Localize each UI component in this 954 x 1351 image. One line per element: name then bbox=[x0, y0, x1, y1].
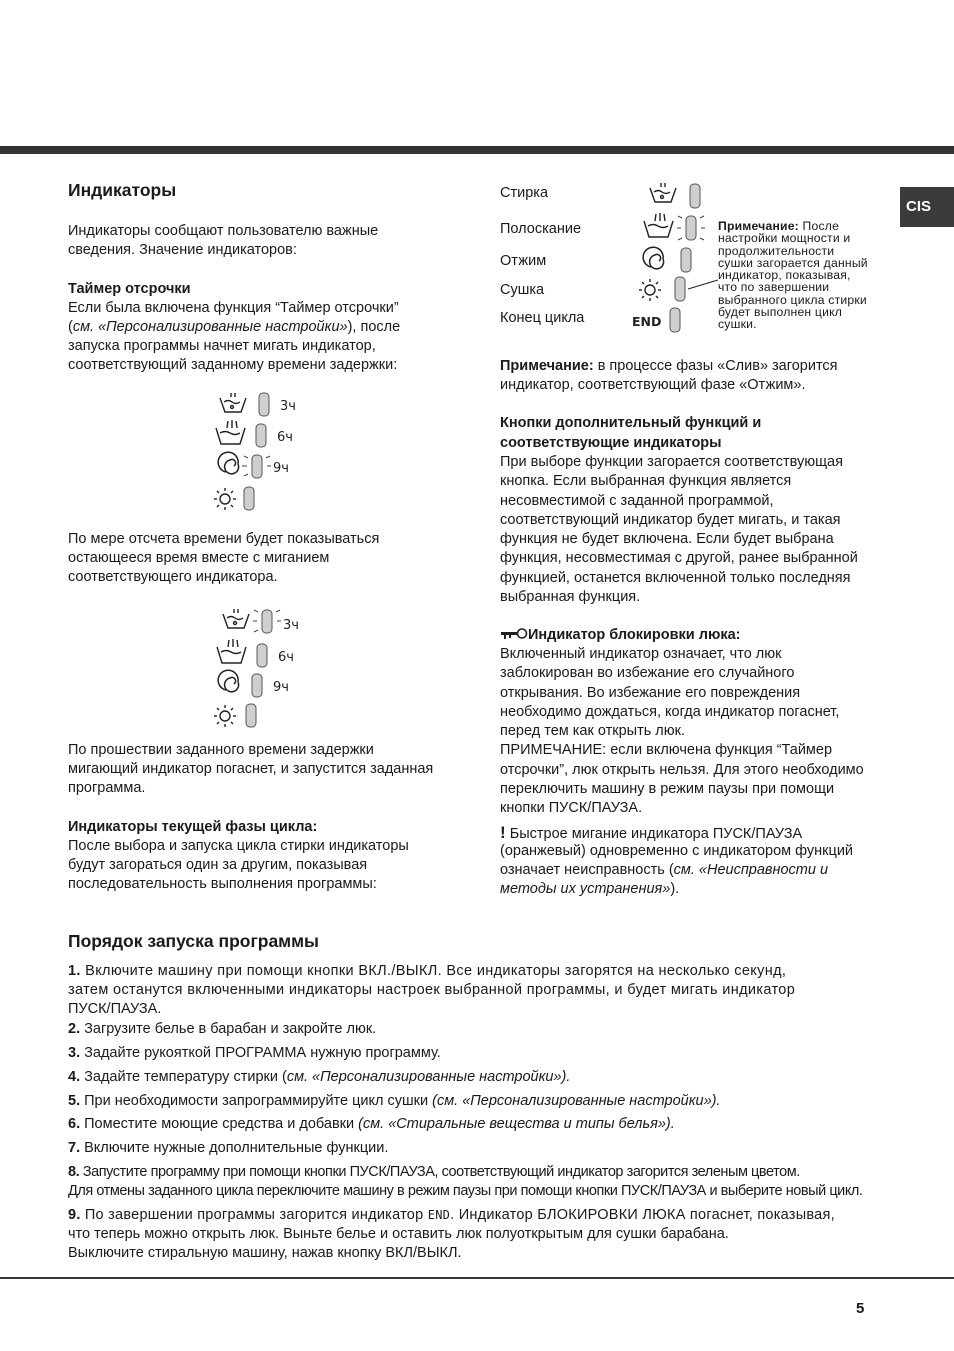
rinse-icon bbox=[216, 420, 245, 444]
step-4: 4. Задайте температуру стирки (см. «Персонализированные настройки»). bbox=[68, 1069, 571, 1085]
key-icon bbox=[500, 627, 528, 641]
warning-line4: методы их устранения»). bbox=[500, 881, 680, 897]
rinse-icon bbox=[644, 213, 673, 237]
step-1-line1: 1. Включите машину при помощи кнопки ВКЛ./ВЫКЛ. Все индикаторы загорятся на несколько секунд, bbox=[68, 963, 787, 979]
phase-led-wash bbox=[690, 184, 700, 208]
spin-icon bbox=[643, 247, 663, 269]
bottom-rule bbox=[0, 1277, 954, 1279]
step-7: 7. Включите нужные дополнительные функции. bbox=[68, 1140, 389, 1156]
timer-led-3h bbox=[262, 610, 272, 633]
spin-icon bbox=[218, 452, 238, 474]
lock-p-line: отсрочки”, люк открыть нельзя. Для этого необходимо bbox=[500, 761, 864, 778]
step-8: 8. Запустите программу при помощи кнопки ПУСК/ПАУЗА, соответствующий индикатор загорится зеленым цветом. bbox=[68, 1164, 800, 1180]
end-icon: END bbox=[427, 1208, 451, 1222]
timer-led-6h bbox=[256, 424, 266, 447]
timer-p2-line3: соответствующего индикатора. bbox=[68, 569, 278, 585]
lock-p-line: заблокирован во избежание его случайного bbox=[500, 665, 795, 682]
language-badge: CIS bbox=[900, 187, 954, 227]
phase-label-spin: Отжим bbox=[500, 253, 547, 269]
indicators-intro-2: сведения. Значение индикаторов: bbox=[68, 242, 297, 258]
wash-icon bbox=[650, 183, 676, 202]
end-icon: END bbox=[632, 314, 662, 329]
timer-led-dry bbox=[246, 704, 256, 727]
dry-note-line7: будет выполнен цикл bbox=[718, 305, 843, 320]
step-9-line1: 9. По завершении программы загорится индикатор END. Индикатор БЛОКИРОВКИ ЛЮКА погаснет, показывая, bbox=[68, 1207, 835, 1223]
step-1-line2: затем останутся включенными индикаторы настроек выбранной программы, и будет мигать индикатор bbox=[68, 982, 796, 998]
warning-icon: ! bbox=[500, 823, 506, 842]
warning-line2: (оранжевый) одновременно с индикатором функций bbox=[500, 843, 854, 859]
timer-led-3h bbox=[259, 393, 269, 416]
dry-note-line5: что по завершении bbox=[718, 280, 830, 295]
step-2: 2. Загрузите белье в барабан и закройте люк. bbox=[68, 1021, 377, 1037]
phase-p-line3: последовательность выполнения программы: bbox=[68, 876, 377, 892]
lock-p-line: необходимо дождаться, когда индикатор погаснет, bbox=[500, 703, 840, 720]
wash-icon bbox=[223, 609, 249, 628]
phase-p-line2: будут загораться один за другим, показывая bbox=[68, 857, 368, 873]
dry-note-line2: продолжительности bbox=[718, 243, 835, 258]
timer-diagram-2 bbox=[210, 606, 320, 736]
indicators-title: Индикаторы bbox=[68, 180, 177, 200]
lock-p-line: перед тем как открыть люк. bbox=[500, 723, 686, 740]
func-p-line: соответствующий индикатор будет мигать, и такая bbox=[500, 511, 841, 528]
drain-note-line2: индикатор, соответствующий фазе «Отжим». bbox=[500, 377, 806, 393]
dry-note-line4: индикатор, показывая, bbox=[718, 268, 851, 283]
timer-p1-line1: Если была включена функция “Таймер отсрочки” bbox=[68, 300, 399, 316]
timer-diagram-1 bbox=[210, 388, 320, 518]
step-9-line2: что теперь можно открыть люк. Выньте белье и оставить люк полуоткрытым для сушки барабана. bbox=[68, 1226, 729, 1242]
func-p-line: функция не будет включена. Если будет выбрана bbox=[500, 531, 834, 548]
order-title: Порядок запуска программы bbox=[68, 931, 320, 951]
lock-p-line: ПРИМЕЧАНИЕ: если включена функция “Таймер bbox=[500, 742, 833, 759]
dry-note-line6: выбранного цикла стирки bbox=[718, 292, 867, 307]
timer-title: Таймер отсрочки bbox=[68, 281, 191, 297]
timer-led-9h bbox=[252, 674, 262, 697]
spin-icon bbox=[218, 670, 238, 692]
phase-title: Индикаторы текущей фазы цикла: bbox=[68, 819, 318, 835]
warning-line1: ! Быстрое мигание индикатора ПУСК/ПАУЗА bbox=[500, 823, 803, 842]
phase-label-end: Конец цикла bbox=[500, 310, 585, 326]
hour-label-3h: 3ч bbox=[280, 399, 296, 414]
step-9-line3: Выключите стиральную машину, нажав кнопку ВКЛ/ВЫКЛ. bbox=[68, 1245, 462, 1261]
phase-diagram bbox=[628, 180, 720, 336]
warning-line3: означает неисправность (см. «Неисправности и bbox=[500, 862, 829, 878]
lock-paragraph bbox=[500, 645, 900, 819]
func-title-line1: Кнопки дополнительный функций и bbox=[500, 415, 762, 431]
lock-p-line: кнопки ПУСК/ПАУЗА. bbox=[500, 800, 643, 817]
timer-led-9h bbox=[252, 455, 262, 478]
timer-p3-line1: По прошествии заданного времени задержки bbox=[68, 742, 374, 758]
lock-title-row: Индикатор блокировки люка: bbox=[500, 626, 741, 645]
timer-p2-line2: остающееся время вместе с миганием bbox=[68, 550, 330, 566]
phase-p-line1: После выбора и запуска цикла стирки индикаторы bbox=[68, 838, 409, 854]
step-5: 5. При необходимости запрограммируйте цикл сушки (см. «Персонализированные настройки»). bbox=[68, 1093, 721, 1109]
phase-led-rinse bbox=[686, 216, 696, 240]
func-p-line: несовместимой с заданной программой, bbox=[500, 492, 774, 509]
dry-note-line8: сушки. bbox=[718, 317, 757, 332]
timer-p3-line2: мигающий индикатор погаснет, и запустится заданная bbox=[68, 761, 434, 777]
func-title-line2: соответствующие индикаторы bbox=[500, 435, 722, 451]
hour-label-6h: 6ч bbox=[277, 430, 293, 445]
timer-led-dry bbox=[244, 487, 254, 510]
phase-led-dry bbox=[675, 277, 685, 301]
phase-led-spin bbox=[681, 248, 691, 272]
func-p-line: При выборе функции загорается соответствующая bbox=[500, 454, 843, 470]
step-8-cancel: Для отмены заданного цикла переключите машину в режим паузы при помощи кнопки ПУСК/ПАУЗА и выберите новый цикл. bbox=[68, 1183, 863, 1199]
lock-p-line: переключить машину в режим паузы при помощи bbox=[500, 781, 835, 798]
dry-note-line1: настройки мощности и bbox=[718, 231, 851, 246]
lock-p-line: Включенный индикатор означает, что люк bbox=[500, 646, 782, 662]
timer-p2-line1: По мере отсчета времени будет показываться bbox=[68, 531, 380, 547]
rinse-icon bbox=[217, 639, 246, 663]
dry-icon bbox=[214, 488, 236, 510]
timer-led-6h bbox=[257, 644, 267, 667]
hour-label-6h: 6ч bbox=[278, 650, 294, 665]
hour-label-9h: 9ч bbox=[273, 680, 289, 695]
phase-led-end bbox=[670, 308, 680, 332]
phase-label-wash: Стирка bbox=[500, 185, 549, 201]
note-pointer-line bbox=[688, 280, 718, 289]
timer-p1-line2: (см. «Персонализированные настройки»), после bbox=[68, 319, 401, 335]
step-3: 3. Задайте рукояткой ПРОГРАММА нужную программу. bbox=[68, 1045, 441, 1061]
hour-label-9h: 9ч bbox=[273, 461, 289, 476]
wash-icon bbox=[220, 393, 246, 412]
timer-p1-line4: соответствующий заданному времени задержки: bbox=[68, 357, 398, 373]
indicators-intro-1: Индикаторы сообщают пользователю важные bbox=[68, 223, 379, 239]
phase-label-rinse: Полоскание bbox=[500, 221, 582, 237]
dry-note bbox=[718, 220, 888, 331]
top-rule bbox=[0, 146, 954, 154]
func-p-line: выбранная функция. bbox=[500, 589, 641, 606]
timer-p3-line3: программа. bbox=[68, 780, 146, 796]
drain-note-line1: Примечание: в процессе фазы «Слив» загорится bbox=[500, 358, 838, 374]
func-p-line: кнопка. Если выбранная функция является bbox=[500, 473, 792, 490]
dry-note-line0: Примечание: После bbox=[718, 219, 840, 233]
func-p-line: функцией, останется включенной только последняя bbox=[500, 569, 851, 586]
dry-icon bbox=[214, 705, 236, 727]
dry-icon bbox=[639, 279, 661, 301]
func-paragraph bbox=[500, 453, 900, 607]
page-number: 5 bbox=[856, 1300, 865, 1317]
func-p-line: функция, несовместимая с другой, ранее выбранной bbox=[500, 550, 858, 567]
step-1-line3: ПУСК/ПАУЗА. bbox=[68, 1001, 162, 1017]
step-6: 6. Поместите моющие средства и добавки (см. «Стиральные вещества и типы белья»). bbox=[68, 1116, 675, 1132]
timer-p1-line3: запуска программы начнет мигать индикатор, bbox=[68, 338, 376, 354]
phase-label-dry: Сушка bbox=[500, 282, 545, 298]
hour-label-3h: 3ч bbox=[283, 618, 299, 633]
lock-p-line: открывания. Во избежание его повреждения bbox=[500, 684, 801, 701]
dry-note-line3: сушки загорается данный bbox=[718, 255, 868, 270]
